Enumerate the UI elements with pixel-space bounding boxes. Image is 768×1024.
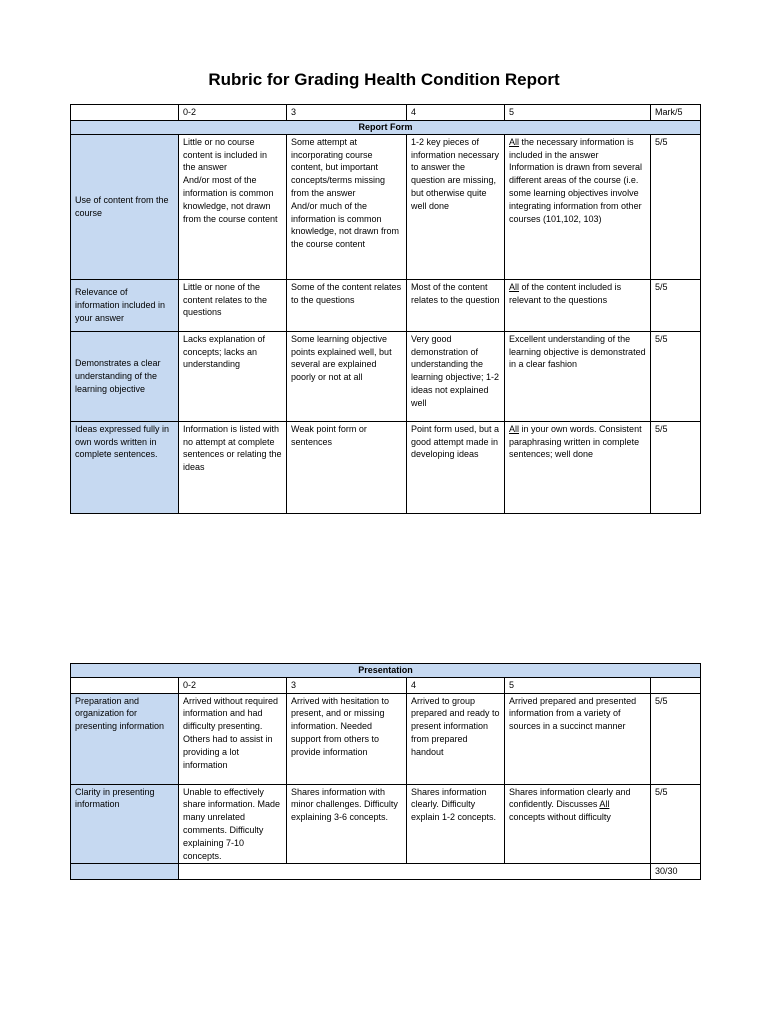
rubric-cell: Some attempt at incorporating course content, but important concepts/terms missing from the answer And/or much of the information is common knowledge, not drawn from the course content [287,134,407,279]
blank-header-cell [71,677,179,693]
criterion-cell: Ideas expressed fully in own words written in complete sentences. [71,421,179,513]
criterion-cell: Clarity in presenting information [71,784,179,864]
mark-cell: 5/5 [651,279,701,331]
section-band-row [71,664,701,678]
column-header: 0-2 [179,105,287,121]
table-row [71,784,701,864]
column-header: 4 [407,105,505,121]
rubric-cell: Shares information with minor challenges. Difficulty explaining 3-6 concepts. [287,784,407,864]
mark-cell: 5/5 [651,134,701,279]
rubric-cell: Very good demonstration of understanding the learning objective; 1-2 ideas not explained well [407,331,505,421]
rubric-cell: 1-2 key pieces of information necessary to answer the question are missing, but otherwise quite well done [407,134,505,279]
column-header: 5 [505,677,651,693]
rubric-cell: Arrived with hesitation to present, and or missing information. Needed support from others to provide information [287,693,407,784]
rubric-cell: Unable to effectively share information. Made many unrelated comments. Difficulty explaining 7-10 concepts. [179,784,287,864]
underlined-text: All [599,799,610,810]
report-form-table [70,104,701,514]
column-header: 3 [287,105,407,121]
criterion-cell: Demonstrates a clear understanding of the learning objective [71,331,179,421]
mark-cell: 5/5 [651,421,701,513]
rubric-cell: Little or no course content is included in the answer And/or most of the information is common knowledge, not drawn from the course content [179,134,287,279]
table-row [71,421,701,513]
underlined-text: All [509,423,520,434]
blank-header-cell [71,105,179,121]
rubric-text: in your own words. Consistent paraphrasing written in complete sentences; well done [509,423,642,460]
table-row [71,279,701,331]
rubric-cell: Point form used, but a good attempt made in developing ideas [407,421,505,513]
rubric-cell: Some of the content relates to the questions [287,279,407,331]
table-row [71,331,701,421]
mark-cell: 5/5 [651,784,701,864]
column-header: Mark/5 [651,105,701,121]
table-header-row [71,105,701,121]
criterion-cell: Preparation and organization for presenting information [71,693,179,784]
table-row [71,693,701,784]
rubric-cell: Some learning objective points explained well, but several are explained poorly or not at all [287,331,407,421]
column-header: 0-2 [179,677,287,693]
rubric-text: of the content included is relevant to the questions [509,281,622,305]
total-row [71,864,701,880]
rubric-cell: Arrived to group prepared and ready to present information from prepared handout [407,693,505,784]
rubric-cell [505,421,651,513]
criterion-cell: Relevance of information included in your answer [71,279,179,331]
total-mark-cell: 30/30 [651,864,701,880]
blank-cell [71,864,179,880]
rubric-text: Shares information clearly and confidently. Discusses [509,786,631,810]
blank-header-cell [651,677,701,693]
rubric-cell: Little or none of the content relates to the questions [179,279,287,331]
rubric-cell: Excellent understanding of the learning objective is demonstrated in a clear fashion [505,331,651,421]
underlined-text: All [509,281,520,292]
criterion-cell: Use of content from the course [71,134,179,279]
rubric-cell [505,784,651,864]
rubric-text: concepts without difficulty [509,812,611,823]
rubric-cell: Weak point form or sentences [287,421,407,513]
underlined-text: All [509,136,520,147]
rubric-cell: Arrived without required information and had difficulty presenting. Others had to assist in providing a lot information [179,693,287,784]
rubric-cell: Arrived prepared and presented information from a variety of sources in a succinct manner [505,693,651,784]
rubric-cell: Information is listed with no attempt at complete sentences or relating the ideas [179,421,287,513]
column-header: 4 [407,677,505,693]
presentation-table [70,663,701,880]
table-row [71,134,701,279]
section-label: Report Form [71,120,701,134]
rubric-cell: Shares information clearly. Difficulty explain 1-2 concepts. [407,784,505,864]
section-band-row [71,120,701,134]
rubric-cell [505,279,651,331]
rubric-cell [505,134,651,279]
mark-cell: 5/5 [651,693,701,784]
column-header: 3 [287,677,407,693]
column-header: 5 [505,105,651,121]
rubric-cell: Lacks explanation of concepts; lacks an understanding [179,331,287,421]
table-header-row [71,677,701,693]
mark-cell: 5/5 [651,331,701,421]
rubric-text: the necessary information is included in the answer Information is drawn from several different areas of the course (i.e. some learning objectives involve integrating information from other courses (101,102, 103) [509,136,643,224]
rubric-cell: Most of the content relates to the question [407,279,505,331]
blank-cell [179,864,651,880]
page-title: Rubric for Grading Health Condition Report [208,70,560,89]
section-label: Presentation [71,664,701,678]
